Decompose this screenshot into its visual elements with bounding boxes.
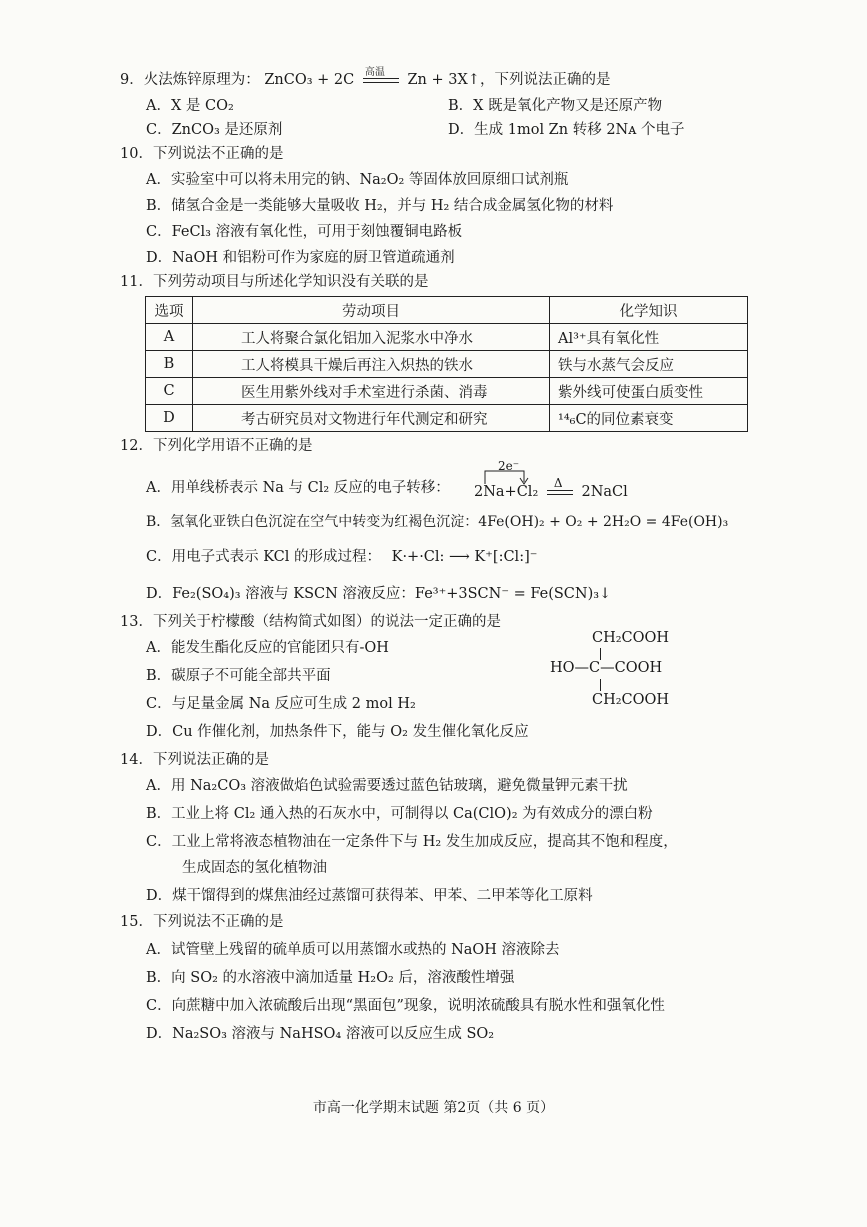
q9-stem-text: 9．火法炼锌原理为： — [120, 72, 260, 88]
table-row — [146, 351, 748, 378]
q9-eq-right: Zn + 3X↑，下列说法正确的是 — [407, 72, 611, 88]
q9-stem — [120, 67, 611, 90]
q12-option-c — [146, 547, 537, 567]
q13-option-c: C．与足量金属 Na 反应可生成 2 mol H₂ — [146, 696, 416, 712]
q10-option-d: D．NaOH 和铝粉可作为家庭的厨卫管道疏通剂 — [146, 250, 455, 266]
q12-option-a — [146, 478, 450, 498]
table-header-cell: 选项 — [146, 297, 193, 324]
table-cell: B — [146, 351, 193, 378]
q15-option-b: B．向 SO₂ 的水溶液中滴加适量 H₂O₂ 后，溶液酸性增强 — [146, 970, 515, 986]
q12-c-text: C．用电子式表示 KCl 的形成过程： — [146, 549, 381, 565]
table-row — [146, 378, 748, 405]
table-header-cell: 化学知识 — [550, 297, 748, 324]
q15-option-c: C．向蔗糖中加入浓硫酸后出现“黑面包”现象，说明浓硫酸具有脱水性和强氧化性 — [146, 998, 665, 1014]
q12-option-d: D．Fe₂(SO₄)₃ 溶液与 KSCN 溶液反应：Fe³⁺+3SCN⁻ = Fe(SCN)₃↓ — [146, 586, 612, 602]
q15-stem: 15．下列说法不正确的是 — [120, 914, 284, 930]
q12-a-electron: 2e⁻ — [498, 459, 520, 473]
struct-middle: HO—C—COOH — [550, 660, 663, 676]
page-footer: 市高一化学期末试题 第2页（共 6 页） — [312, 1100, 555, 1116]
q12-c-equation: K·+·Cl: ⟶ K⁺[:Cl:]⁻ — [391, 549, 538, 565]
q9-eq-sign — [363, 67, 399, 85]
q11-table — [145, 296, 748, 432]
bond-line — [600, 648, 601, 660]
q12-a-eq-left: 2Na+Cl₂ — [474, 484, 539, 500]
q14-option-a: A．用 Na₂CO₃ 溶液做焰色试验需要透过蓝色钴玻璃，避免微量钾元素干扰 — [146, 778, 628, 794]
table-cell: 医生用紫外线对手术室进行杀菌、消毒 — [193, 378, 550, 405]
table-cell: 考古研究员对文物进行年代测定和研究 — [193, 405, 550, 432]
q9-eq-left: ZnCO₃ + 2C — [264, 72, 355, 88]
bond-line — [600, 679, 601, 691]
table-row — [146, 405, 748, 432]
q9-eq-cond: 高温 — [364, 67, 385, 78]
q11-stem: 11．下列劳动项目与所述化学知识没有关联的是 — [120, 274, 429, 290]
q15-option-d: D．Na₂SO₃ 溶液与 NaHSO₄ 溶液可以反应生成 SO₂ — [146, 1026, 495, 1042]
table-cell: 铁与水蒸气会反应 — [550, 351, 748, 378]
table-cell: 工人将模具干燥后再注入炽热的铁水 — [193, 351, 550, 378]
table-cell: C — [146, 378, 193, 405]
q14-option-d: D．煤干馏得到的煤焦油经过蒸馏可获得苯、甲苯、二甲苯等化工原料 — [146, 888, 593, 904]
q12-a-eq-right: 2NaCl — [581, 484, 628, 500]
table-cell: 紫外线可使蛋白质变性 — [550, 378, 748, 405]
q14-option-b: B．工业上将 Cl₂ 通入热的石灰水中，可制得以 Ca(ClO)₂ 为有效成分的漂白粉 — [146, 806, 653, 822]
q9-option-d: D．生成 1mol Zn 转移 2Nᴀ 个电子 — [448, 122, 685, 138]
q10-option-b: B．储氢合金是一类能够大量吸收 H₂，并与 H₂ 结合成金属氢化物的材料 — [146, 198, 614, 214]
q14-option-c-cont: 生成固态的氢化植物油 — [182, 860, 327, 876]
q10-option-a: A．实验室中可以将未用完的钠、Na₂O₂ 等固体放回原细口试剂瓶 — [146, 172, 569, 188]
q14-stem: 14．下列说法正确的是 — [120, 752, 269, 768]
table-cell: 工人将聚合氯化铝加入泥浆水中净水 — [193, 324, 550, 351]
q9-option-b: B．X 既是氧化产物又是还原产物 — [448, 98, 663, 114]
q12-a-equation — [474, 476, 628, 502]
q13-option-d: D．Cu 作催化剂，加热条件下，能与 O₂ 发生催化氧化反应 — [146, 724, 529, 740]
q10-stem: 10．下列说法不正确的是 — [120, 146, 284, 162]
table-header-cell: 劳动项目 — [193, 297, 550, 324]
q13-stem: 13．下列关于柠檬酸（结构简式如图）的说法一定正确的是 — [120, 614, 501, 630]
q15-option-a: A．试管壁上残留的硫单质可以用蒸馏水或热的 NaOH 溶液除去 — [146, 942, 560, 958]
table-cell: Al³⁺具有氧化性 — [550, 324, 748, 351]
table-header-row — [146, 297, 748, 324]
q9-option-a: A．X 是 CO₂ — [146, 98, 234, 114]
q13-option-b: B．碳原子不可能全部共平面 — [146, 668, 331, 684]
struct-bottom: CH₂COOH — [592, 692, 670, 708]
q12-stem: 12．下列化学用语不正确的是 — [120, 438, 313, 454]
q12-a-eq-sign — [547, 476, 573, 497]
q13-option-a: A．能发生酯化反应的官能团只有-OH — [146, 640, 389, 656]
table-row — [146, 324, 748, 351]
q14-option-c: C．工业上常将液态植物油在一定条件下与 H₂ 发生加成反应，提高其不饱和程度， — [146, 834, 678, 850]
table-cell: ¹⁴₆C的同位素衰变 — [550, 405, 748, 432]
q10-option-c: C．FeCl₃ 溶液有氧化性，可用于刻蚀覆铜电路板 — [146, 224, 463, 240]
struct-top: CH₂COOH — [592, 630, 670, 646]
q12-a-text: A．用单线桥表示 Na 与 Cl₂ 反应的电子转移： — [146, 480, 450, 496]
table-cell: D — [146, 405, 193, 432]
table-cell: A — [146, 324, 193, 351]
q12-a-cond: Δ — [553, 476, 563, 490]
q9-option-c: C．ZnCO₃ 是还原剂 — [146, 122, 283, 138]
q12-option-b: B．氢氧化亚铁白色沉淀在空气中转变为红褐色沉淀：4Fe(OH)₂ + O₂ + 2H₂O = 4Fe(OH)₃ — [146, 514, 729, 530]
